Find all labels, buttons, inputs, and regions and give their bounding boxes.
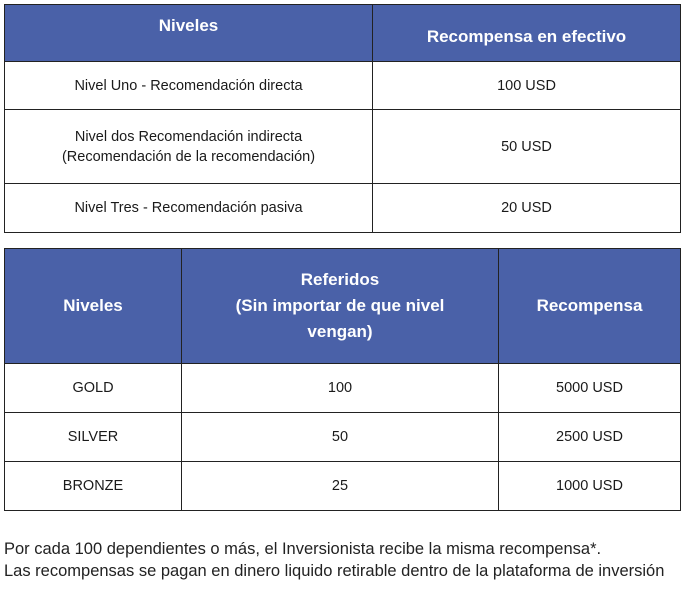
tier-reward: 1000 USD <box>499 462 681 511</box>
referral-count: 50 <box>182 413 499 462</box>
footer-line1: Por cada 100 dependientes o más, el Inversionista recibe la misma recompensa*. <box>4 540 602 558</box>
referrals-header-line3: vengan) <box>307 322 373 341</box>
column-header-levels: Niveles <box>5 249 182 364</box>
tier-name: SILVER <box>5 413 182 462</box>
table-row <box>5 184 681 233</box>
cash-reward: 20 USD <box>373 184 681 233</box>
table-header-row <box>5 5 681 62</box>
level-name: Nivel Tres - Recomendación pasiva <box>5 184 373 233</box>
footer-note <box>4 538 684 582</box>
column-header-cash-reward: Recompensa en efectivo <box>373 5 681 62</box>
referrals-header-line2: (Sin importar de que nivel <box>235 296 445 315</box>
tier-name: BRONZE <box>5 462 182 511</box>
rewards-by-level-table <box>4 4 681 233</box>
table-row <box>5 110 681 184</box>
tier-reward: 2500 USD <box>499 413 681 462</box>
table-row <box>5 62 681 110</box>
level-name: Nivel Uno - Recomendación directa <box>5 62 373 110</box>
tier-reward: 5000 USD <box>499 364 681 413</box>
table-row <box>5 462 681 511</box>
column-header-levels: Niveles <box>5 5 373 62</box>
table-row <box>5 364 681 413</box>
level-name-line1: Nivel dos Recomendación indirecta <box>74 128 303 145</box>
cash-reward: 50 USD <box>373 110 681 184</box>
referral-count: 25 <box>182 462 499 511</box>
level-name <box>5 110 373 184</box>
tier-name: GOLD <box>5 364 182 413</box>
table-row <box>5 413 681 462</box>
table-header-row <box>5 249 681 364</box>
footer-line2: Las recompensas se pagan en dinero liquido retirable dentro de la plataforma de inversión <box>4 562 665 580</box>
cash-reward: 100 USD <box>373 62 681 110</box>
column-header-referrals <box>182 249 499 364</box>
level-name-line2: (Recomendación de la recomendación) <box>61 148 316 165</box>
rewards-by-referrals-table <box>4 248 681 511</box>
referrals-header-line1: Referidos <box>300 270 380 289</box>
column-header-reward: Recompensa <box>499 249 681 364</box>
referral-count: 100 <box>182 364 499 413</box>
